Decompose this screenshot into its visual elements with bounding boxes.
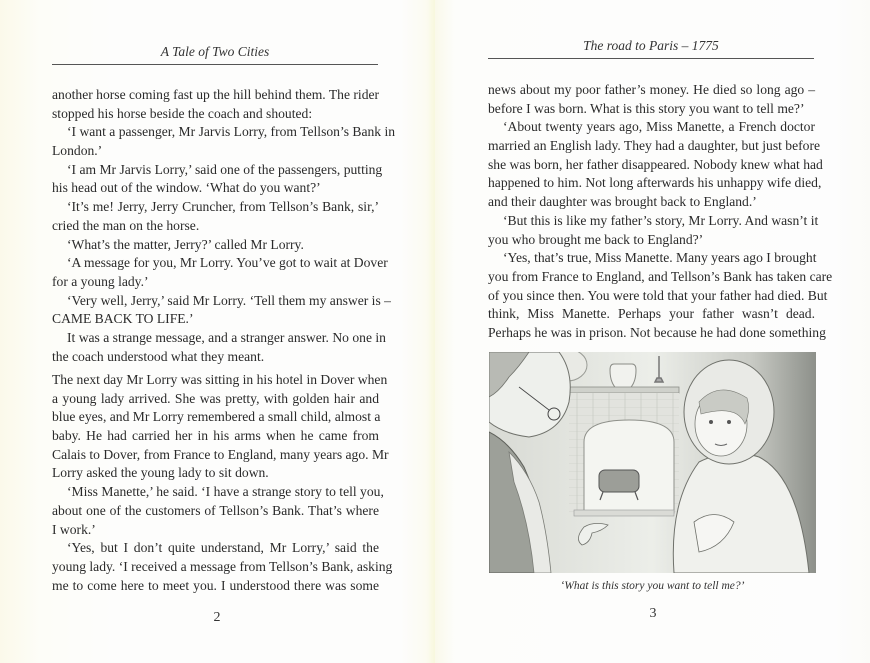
text-line: think, Miss Manette. Perhaps your father wasn’t dead. [488, 306, 815, 322]
jug [610, 364, 636, 390]
text-line: blue eyes, and Mr Lorry remembered a small child, almost a [52, 409, 381, 425]
woman-eye-left [709, 420, 713, 424]
fireplace-opening [584, 420, 674, 513]
text-line: baby. He had carried her in his arms when he came from [52, 428, 379, 444]
right-text-block [488, 81, 833, 343]
text-line: married an English lady. They had a daughter, but just before [488, 138, 821, 154]
text-line: of you since then. You were told that your father had died. But [488, 287, 828, 303]
text-line: happened to him. Not long afterwards his unhappy wife died, [488, 175, 822, 191]
text-line: ‘Miss Manette,’ he said. ‘I have a strange story to tell you, [67, 484, 384, 500]
text-line: for a young lady.’ [52, 273, 149, 289]
text-line: a young lady arrived. She was pretty, with golden hair and [52, 390, 379, 406]
text-line: ‘Yes, but I don’t quite understand, Mr Lorry,’ said the [67, 540, 379, 556]
mantel [559, 387, 679, 393]
text-line: me to come here to meet you. I understood there was some [52, 577, 379, 593]
text-line: she was born, her father disappeared. Nobody knew what had [488, 156, 823, 172]
left-header-rule [52, 64, 378, 65]
text-line: ‘Yes, that’s true, Miss Manette. Many years ago I brought [503, 250, 817, 266]
text-line: his head out of the window. ‘What do you want?’ [52, 180, 321, 196]
text-line: The next day Mr Lorry was sitting in his hotel in Dover when [52, 372, 388, 387]
text-line: ‘It’s me! Jerry, Jerry Cruncher, from Tellson’s Bank, sir,’ [67, 199, 379, 215]
fire-grate [599, 470, 639, 492]
left-page-number: 2 [213, 610, 221, 625]
left-running-head: A Tale of Two Cities [160, 44, 270, 59]
text-line: ‘Very well, Jerry,’ said Mr Lorry. ‘Tell them my answer is – [67, 292, 391, 308]
text-line: you from France to England, and Tellson’s Bank has taken care [488, 268, 833, 284]
text-line: stopped his horse beside the coach and shouted: [52, 105, 313, 121]
text-line: young lady. ‘I received a message from Tellson’s Bank, asking [52, 558, 393, 574]
text-line: Perhaps he was in prison. Not because he had done something [488, 324, 826, 340]
text-line: Calais to Dover, from France to England, many years ago. Mr [52, 446, 389, 462]
text-line: ‘But this is like my father’s story, Mr Lorry. And wasn’t it [503, 212, 819, 228]
text-line: another horse coming fast up the hill behind them. The rider [52, 87, 380, 102]
illustration [489, 352, 816, 573]
pencil-illustration-drawing [489, 352, 816, 573]
text-line: Lorry asked the young lady to sit down. [52, 465, 269, 481]
text-line: before I was born. What is this story you want to tell me?’ [488, 100, 805, 116]
text-line: and their daughter was brought back to England.’ [488, 194, 757, 210]
text-line: ‘About twenty years ago, Miss Manette, a French doctor [503, 119, 815, 135]
right-header-rule [488, 58, 814, 59]
right-running-head: The road to Paris – 1775 [583, 38, 719, 53]
text-line: ‘I want a passenger, Mr Jarvis Lorry, from Tellson’s Bank in [67, 124, 396, 140]
hearth [574, 510, 674, 516]
text-line: ‘I am Mr Jarvis Lorry,’ said one of the passengers, putting [67, 161, 383, 177]
text-line: It was a strange message, and a stranger answer. No one in [67, 329, 386, 345]
right-page-number: 3 [649, 606, 657, 621]
text-line: you who brought me back to England?’ [488, 231, 704, 247]
text-line: ‘What’s the matter, Jerry?’ called Mr Lorry. [67, 236, 304, 252]
woman-eye-right [727, 420, 731, 424]
text-line: the coach understood what they meant. [52, 348, 265, 364]
text-line: news about my poor father’s money. He died so long ago – [488, 82, 815, 97]
text-line: I work.’ [52, 521, 96, 537]
text-line: about one of the customers of Tellson’s Bank. That’s where [52, 502, 379, 518]
text-line: cried the man on the horse. [52, 217, 200, 233]
text-line: CAME BACK TO LIFE.’ [52, 311, 194, 327]
left-text-block-2 [52, 371, 393, 595]
illustration-caption: ‘What is this story you want to tell me?’ [560, 580, 745, 592]
text-line: ‘A message for you, Mr Lorry. You’ve got to wait at Dover [67, 255, 388, 271]
text-line: London.’ [52, 143, 103, 159]
left-text-block-1 [52, 86, 396, 366]
